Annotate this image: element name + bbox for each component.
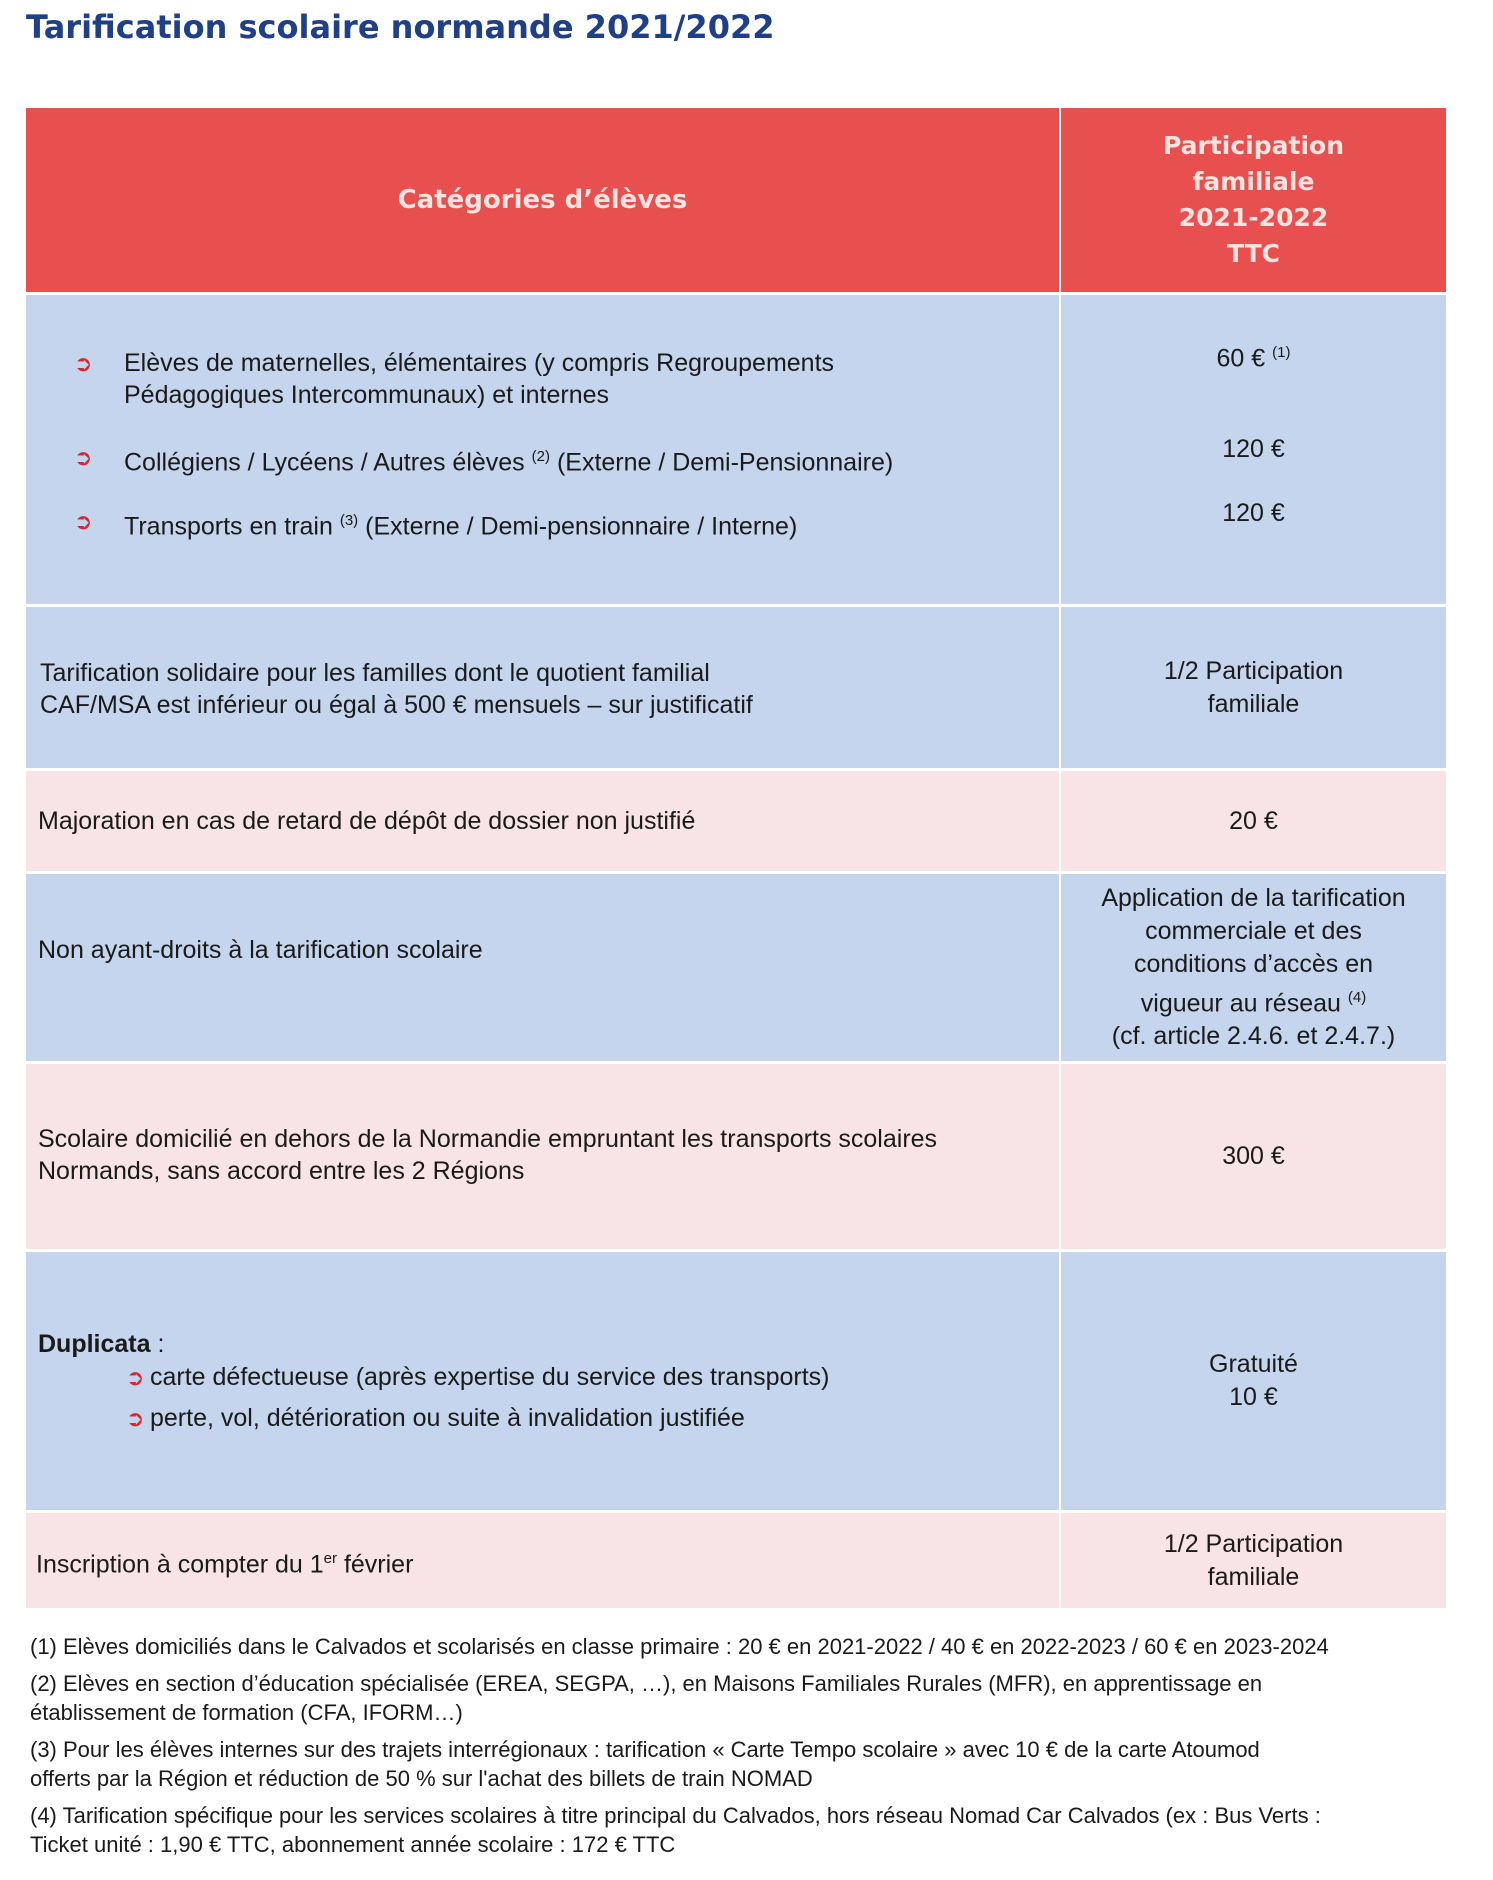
price-value: 120 € — [1222, 499, 1285, 527]
page-title: Tarification scolaire normande 2021/2022 — [26, 8, 775, 46]
row-text: Transports en train $^{(3)}$ (Externe / Demi-pensionnaire / Interne) — [124, 512, 798, 541]
row-text: Duplicata : — [38, 1330, 165, 1358]
row-text: Elèves de maternelles, élémentaires (y compris Regroupements Pédagogiques Intercommunaux) et internes — [124, 349, 835, 409]
row-text: Tarification solidaire pour les familles dont le quotient familial CAF/MSA est inférieur ou égal à 500 € mensuels – sur justificatif — [40, 659, 753, 719]
table-row-standard — [26, 295, 1446, 604]
row-text: Scolaire domicilié en dehors de la Normandie empruntant les transports scolaires Normands, sans accord entre les 2 Régions — [38, 1125, 938, 1185]
header-participation: Participation familiale 2021-2022 TTC — [1162, 131, 1345, 268]
row-text: Inscription à compter du 1er février — [36, 1550, 414, 1579]
footnote: (2) Elèves en section d’éducation spécialisée (EREA, SEGPA, …), en Maisons Familiales Rurales (MFR), en apprentissage en établissement de formation (CFA, IFORM…) — [30, 1671, 1263, 1725]
price-value: Application de la tarification commerciale et des conditions d’accès en vigueur au réseau $^{(4)}$ (cf. article 2.4.6. et 2.4.7.) — [1101, 883, 1406, 1051]
table-row-non-eligible — [26, 874, 1446, 1061]
table-header — [26, 108, 1446, 292]
price-value: 1/2 Participation familiale — [1163, 656, 1344, 718]
row-text: carte défectueuse (après expertise du service des transports) — [150, 1363, 830, 1391]
price-value: Gratuité 10 € — [1209, 1350, 1298, 1411]
price-value: 300 € — [1222, 1142, 1285, 1170]
bullet-arrow-icon: ➲ — [74, 509, 93, 534]
row-text: Collégiens / Lycéens / Autres élèves $^{(2)}$ (Externe / Demi-Pensionnaire) — [124, 448, 894, 477]
tariff-table — [26, 108, 1446, 1605]
table-row-duplicata — [26, 1252, 1446, 1510]
bullet-arrow-icon: ➲ — [74, 351, 93, 376]
row-text: Non ayant-droits à la tarification scolaire — [38, 936, 483, 964]
price-value: 1/2 Participation familiale — [1163, 1529, 1344, 1591]
footnote: (3) Pour les élèves internes sur des trajets interrégionaux : tarification « Carte Tempo scolaire » avec 10 € de la carte Atoumod offerts par la Région et réduction de 50 % sur l'achat des billets de train NOMAD — [30, 1737, 1260, 1791]
row-text: perte, vol, détérioration ou suite à invalidation justifiée — [150, 1404, 745, 1432]
price-value: 20 € — [1229, 806, 1278, 835]
table-row-late-registration — [26, 1513, 1446, 1608]
footnote: (4) Tarification spécifique pour les services scolaires à titre principal du Calvados, hors réseau Nomad Car Calvados (ex : Bus Verts : Ticket unité : 1,90 € TTC, abonnement année scolaire : 172 € TTC — [30, 1803, 1321, 1857]
bullet-arrow-icon: ➲ — [74, 445, 93, 470]
row-text: Majoration en cas de retard de dépôt de dossier non justifié — [38, 807, 696, 835]
footnote: (1) Elèves domiciliés dans le Calvados et scolarisés en classe primaire : 20 € en 2021-2022 / 40 € en 2022-2023 / 60 € en 2023-2024 — [30, 1634, 1329, 1659]
bullet-arrow-icon: ➲ — [126, 1406, 145, 1431]
bullet-arrow-icon: ➲ — [126, 1365, 145, 1390]
price-value: 120 € — [1222, 435, 1285, 463]
header-categories: Catégories d’élèves — [26, 108, 1061, 292]
footnotes — [30, 1632, 1480, 1867]
table-row-outside-normandy — [26, 1064, 1446, 1249]
price-value: 60 € $^{(1)}$ — [1216, 344, 1291, 373]
table-row-solidarity — [26, 607, 1446, 768]
table-row-late-fee — [26, 771, 1446, 871]
